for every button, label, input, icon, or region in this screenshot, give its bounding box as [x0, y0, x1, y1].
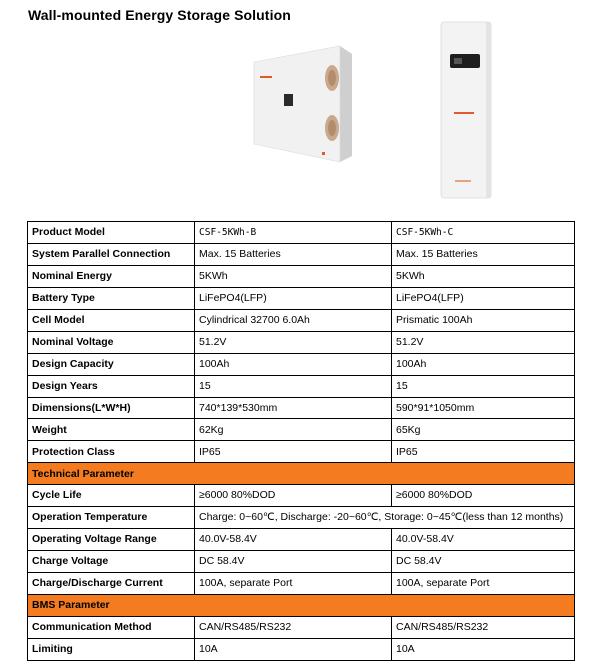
table-row [28, 265, 575, 287]
cell-value: ≥6000 80%DOD [195, 485, 392, 507]
table-row [28, 309, 575, 331]
table-row [28, 551, 575, 573]
cell-value: 100A, separate Port [392, 573, 575, 595]
cell-value: 40.0V-58.4V [392, 529, 575, 551]
cell-value: 100Ah [392, 353, 575, 375]
page-title: Wall-mounted Energy Storage Solution [28, 7, 291, 23]
table-row [28, 419, 575, 441]
table-row [28, 222, 575, 244]
section-title: BMS Parameter [28, 594, 575, 616]
table-row [28, 353, 575, 375]
unit-b-side [340, 46, 352, 162]
table-row [28, 485, 575, 507]
unit-c-body [441, 22, 491, 198]
spec-table [27, 221, 575, 661]
row-label: Charge Voltage [28, 551, 195, 573]
table-row [28, 287, 575, 309]
table-row [28, 375, 575, 397]
cell-value: CAN/RS485/RS232 [195, 616, 392, 638]
product-image-csf-5kwh-c [440, 20, 493, 200]
unit-b-logo [260, 76, 272, 78]
cell-value: Max. 15 Batteries [195, 243, 392, 265]
section-header-technical [28, 463, 575, 485]
row-label: Protection Class [28, 441, 195, 463]
cell-value: 51.2V [195, 331, 392, 353]
row-label: Design Years [28, 375, 195, 397]
table-row [28, 397, 575, 419]
row-label: Weight [28, 419, 195, 441]
cell-value: DC 58.4V [392, 551, 575, 573]
cell-value: CSF-5KWh-B [195, 222, 392, 244]
cell-value: 15 [392, 375, 575, 397]
cell-value-span: Charge: 0~60℃, Discharge: -20~60℃, Storage: 0~45℃(less than 12 months) [195, 507, 575, 529]
cell-value: 10A [392, 638, 575, 660]
table-row [28, 573, 575, 595]
cell-value: 740*139*530mm [195, 397, 392, 419]
section-header-bms [28, 594, 575, 616]
table-row [28, 331, 575, 353]
table-row [28, 616, 575, 638]
product-image-csf-5kwh-b [252, 40, 354, 164]
row-label: Limiting [28, 638, 195, 660]
cell-value: ≥6000 80%DOD [392, 485, 575, 507]
row-label: Charge/Discharge Current [28, 573, 195, 595]
row-label: Nominal Energy [28, 265, 195, 287]
cell-value: LiFePO4(LFP) [392, 287, 575, 309]
cell-value: 15 [195, 375, 392, 397]
cell-value: 62Kg [195, 419, 392, 441]
cell-value: IP65 [392, 441, 575, 463]
unit-b-front [254, 46, 340, 162]
unit-b-display [284, 94, 293, 106]
cell-value: 100Ah [195, 353, 392, 375]
table-row [28, 441, 575, 463]
row-label: Operating Voltage Range [28, 529, 195, 551]
cell-value: Max. 15 Batteries [392, 243, 575, 265]
row-label: Communication Method [28, 616, 195, 638]
cell-value: CSF-5KWh-C [392, 222, 575, 244]
row-label: Design Capacity [28, 353, 195, 375]
row-label: Dimensions(L*W*H) [28, 397, 195, 419]
cell-value: 100A, separate Port [195, 573, 392, 595]
cell-value: DC 58.4V [195, 551, 392, 573]
row-label: Cycle Life [28, 485, 195, 507]
table-row [28, 507, 575, 529]
row-label: System Parallel Connection [28, 243, 195, 265]
cell-value: Cylindrical 32700 6.0Ah [195, 309, 392, 331]
cell-value: 5KWh [392, 265, 575, 287]
cell-value: 590*91*1050mm [392, 397, 575, 419]
table-row [28, 529, 575, 551]
cell-value: 10A [195, 638, 392, 660]
cell-value: IP65 [195, 441, 392, 463]
table-row [28, 638, 575, 660]
row-label: Nominal Voltage [28, 331, 195, 353]
cell-value: 65Kg [392, 419, 575, 441]
cell-value: 51.2V [392, 331, 575, 353]
cell-value: LiFePO4(LFP) [195, 287, 392, 309]
row-label: Battery Type [28, 287, 195, 309]
section-title: Technical Parameter [28, 463, 575, 485]
unit-c-logo [454, 112, 474, 114]
cell-value: Prismatic 100Ah [392, 309, 575, 331]
row-label: Product Model [28, 222, 195, 244]
cell-value: 40.0V-58.4V [195, 529, 392, 551]
table-row [28, 243, 575, 265]
row-label: Operation Temperature [28, 507, 195, 529]
cell-value: 5KWh [195, 265, 392, 287]
cell-value: CAN/RS485/RS232 [392, 616, 575, 638]
row-label: Cell Model [28, 309, 195, 331]
